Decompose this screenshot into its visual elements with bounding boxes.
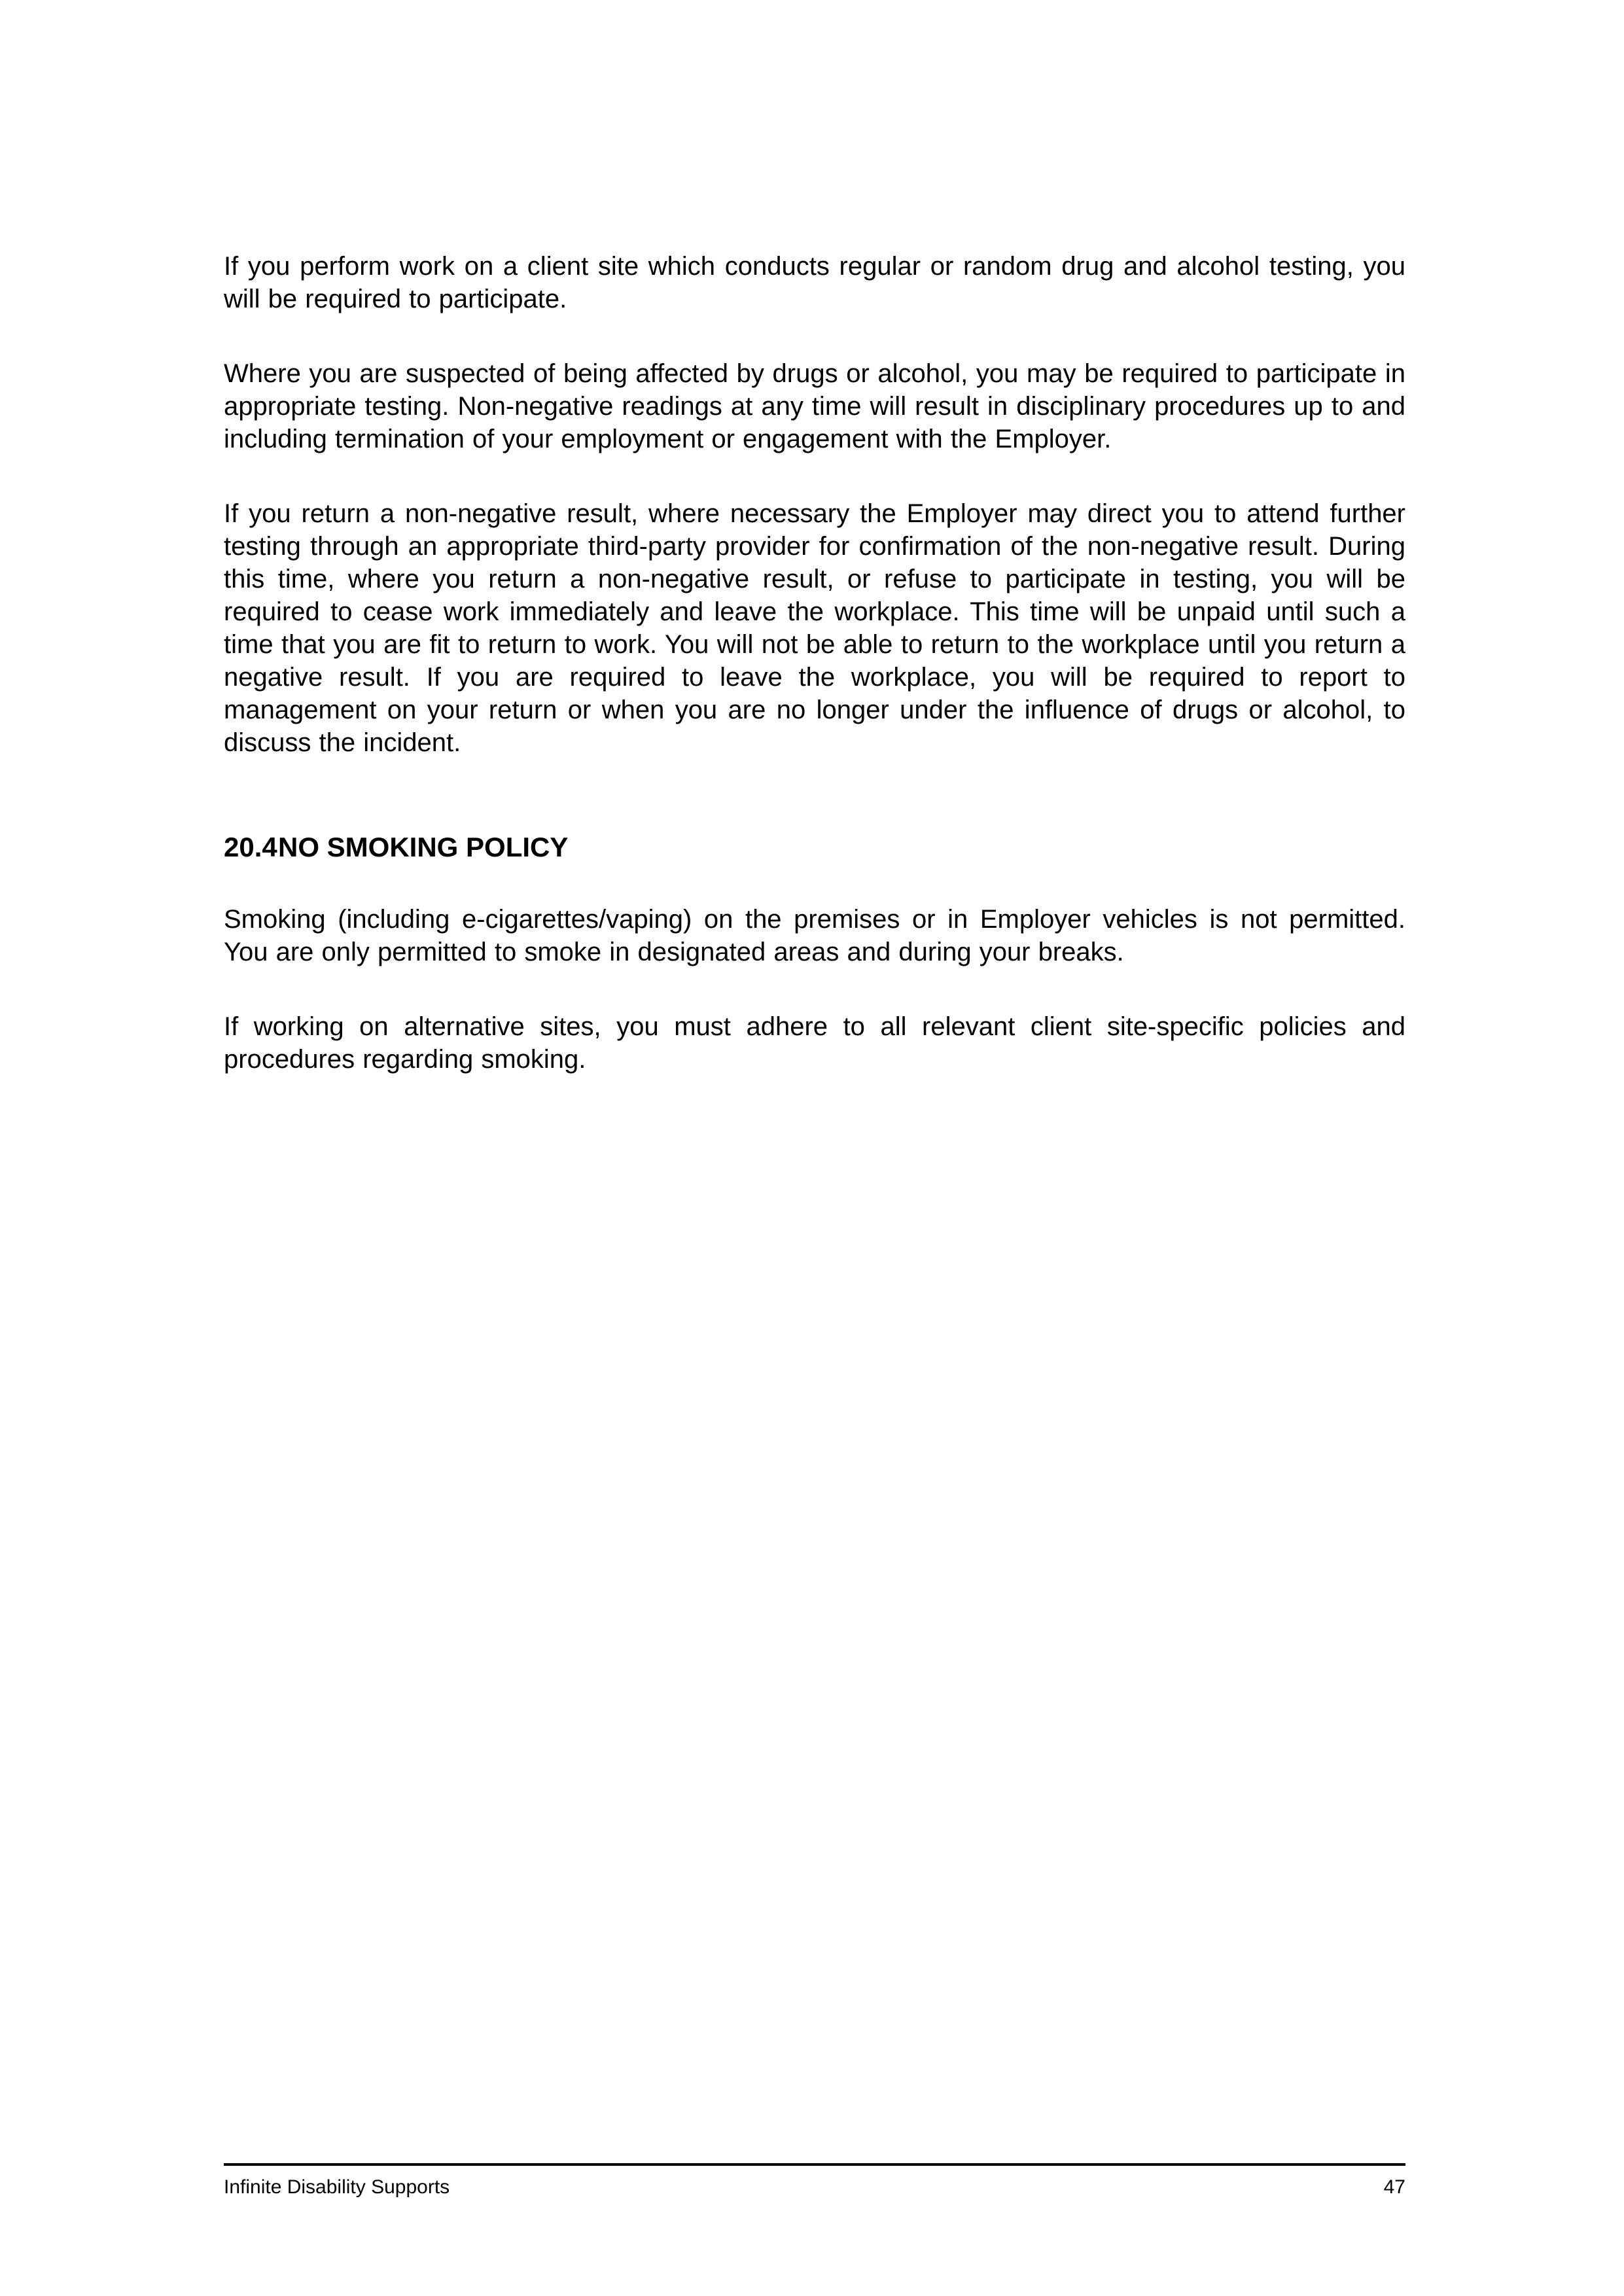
footer-row (224, 2175, 1405, 2200)
footer-page-number: 47 (1383, 2176, 1405, 2198)
section-number: 20.4 (224, 832, 277, 862)
paragraph-drug-testing-participation: If you perform work on a client site which conducts regular or random drug and alcohol testing, you will be required to participate. (224, 252, 1405, 313)
footer-company-name: Infinite Disability Supports (224, 2176, 450, 2198)
paragraph-non-negative-result: If you return a non-negative result, where necessary the Employer may direct you to attend further testing through an appropriate third-party provider for confirmation of the non-negative result. During this time, where you return a non-negative result, or refuse to participate in testing, you will be required to cease work immediately and leave the workplace. This time will be unpaid until such a time that you are fit to return to work. You will not be able to return to the workplace until you return a negative result. If you are required to leave the workplace, you will be required to report to management on your return or when you are no longer under the influence of drugs or alcohol, to discuss the incident. (224, 499, 1405, 757)
page-footer (224, 2163, 1405, 2200)
paragraph-smoking-not-permitted: Smoking (including e-cigarettes/vaping) on the premises or in Employer vehicles is not permitted. You are only permitted to smoke in designated areas and during your breaks. (224, 905, 1405, 966)
section-heading (224, 830, 1405, 864)
section-title: NO SMOKING POLICY (278, 832, 569, 862)
paragraph-alternative-sites-smoking: If working on alternative sites, you must adhere to all relevant client site-specific policies and procedures regarding smoking. (224, 1012, 1405, 1074)
page-content (224, 250, 1405, 1118)
paragraph-suspected-testing: Where you are suspected of being affected by drugs or alcohol, you may be required to participate in appropriate testing. Non-negative readings at any time will result in disciplinary procedures up to and including termination of your employment or engagement with the Employer. (224, 359, 1405, 453)
footer-rule (224, 2163, 1405, 2166)
